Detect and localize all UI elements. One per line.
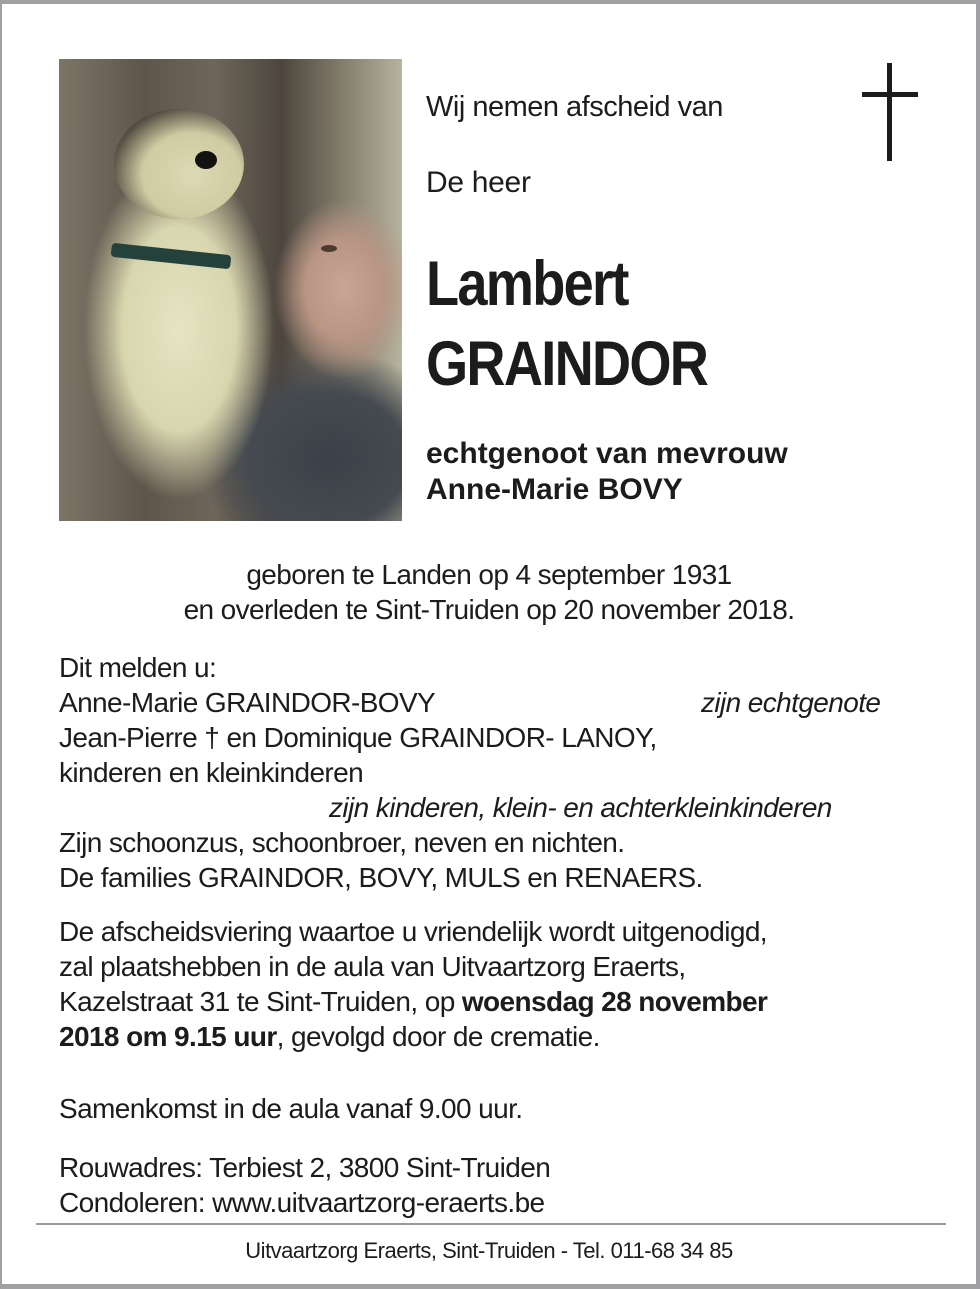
- dog-head-shape: [114, 109, 244, 219]
- condolence-link[interactable]: Condoleren: www.uitvaartzorg-eraerts.be: [59, 1187, 545, 1218]
- ceremony-time: 2018 om 9.15 uur: [59, 1021, 277, 1052]
- ceremony-line-1: De afscheidsviering waartoe u vriendelijk wordt uitgenodigd,: [59, 916, 767, 947]
- deceased-name: [426, 244, 707, 404]
- ceremony-line-3: Kazelstraat 31 te Sint-Truiden, op woensdag 28 november: [59, 986, 768, 1017]
- in-laws-line: Zijn schoonzus, schoonbroer, neven en nichten.: [59, 827, 625, 858]
- birth-line: geboren te Landen op 4 september 1931: [246, 559, 732, 590]
- first-name: Lambert: [426, 249, 628, 319]
- death-line: en overleden te Sint-Truiden op 20 november 2018.: [183, 594, 795, 625]
- obituary-card: [2, 4, 976, 1284]
- children-role: zijn kinderen, klein- en achterkleinkinderen: [329, 792, 832, 823]
- cross-icon: [862, 63, 918, 161]
- children-line-1: Jean-Pierre † en Dominique GRAINDOR- LANOY,: [59, 722, 657, 753]
- spouse-name: Anne-Marie BOVY: [426, 473, 683, 506]
- intro-text: Wij nemen afscheid van: [426, 91, 723, 123]
- last-name: GRAINDOR: [426, 329, 708, 399]
- spouse-announcer: Anne-Marie GRAINDOR-BOVY: [59, 687, 436, 718]
- children-line-2: kinderen en kleinkinderen: [59, 757, 364, 788]
- announcers-heading: Dit melden u:: [59, 652, 217, 683]
- gathering-line: Samenkomst in de aula vanaf 9.00 uur.: [59, 1093, 523, 1124]
- honorific: De heer: [426, 166, 531, 199]
- ceremony-date: woensdag 28 november: [461, 986, 768, 1017]
- ceremony-line-4: 2018 om 9.15 uur, gevolgd door de crematie.: [59, 1021, 600, 1052]
- man-eye-shape: [321, 245, 337, 252]
- families-line: De families GRAINDOR, BOVY, MULS en RENAERS.: [59, 862, 703, 893]
- dog-eye-shape: [195, 151, 217, 169]
- funeral-home-footer: Uitvaartzorg Eraerts, Sint-Truiden - Tel. 011-68 34 85: [245, 1238, 733, 1263]
- footer-divider: [36, 1223, 946, 1225]
- dog-collar-shape: [111, 243, 232, 269]
- spouse-relation: echtgenoot van mevrouw: [426, 437, 788, 470]
- life-dates: [2, 557, 976, 627]
- spouse-role: zijn echtgenote: [701, 687, 881, 718]
- portrait-photo: [59, 59, 402, 521]
- ceremony-line-2: zal plaatshebben in de aula van Uitvaartzorg Eraerts,: [59, 951, 686, 982]
- address-line: Rouwadres: Terbiest 2, 3800 Sint-Truiden: [59, 1152, 551, 1183]
- spouse-block: [426, 436, 788, 508]
